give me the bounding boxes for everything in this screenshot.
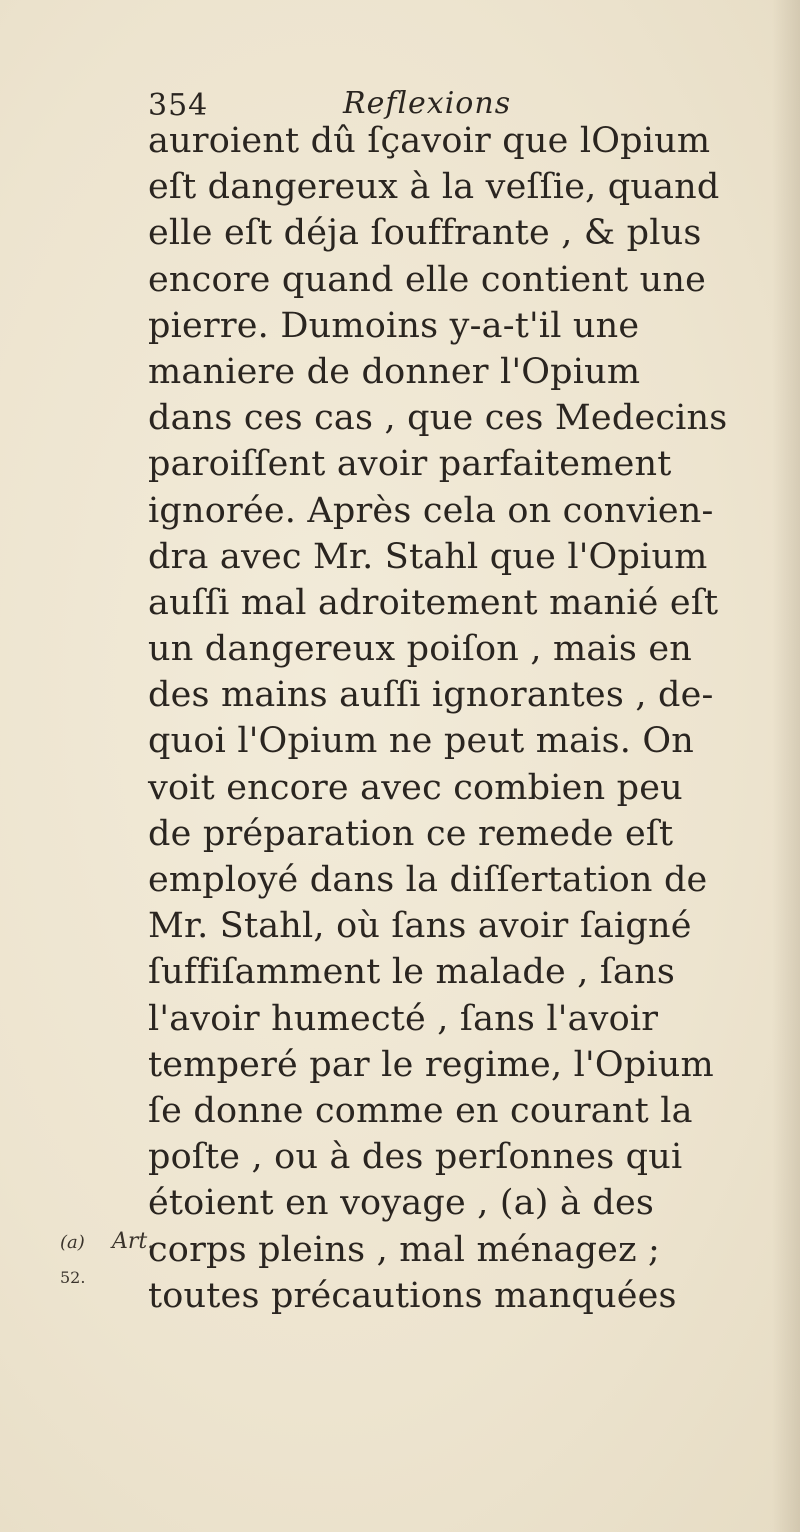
text-line: paroiſſent avoir parfaitement — [148, 444, 672, 485]
marginal-note-marker: (a) — [60, 1232, 85, 1253]
text-line: des mains auſſi ignorantes , de- — [148, 675, 714, 716]
text-line: encore quand elle contient une — [148, 259, 707, 300]
text-line: ignorée. Après cela on convien- — [148, 490, 714, 531]
text-line: dra avec Mr. Stahl que l'Opium — [148, 536, 708, 577]
text-line: de préparation ce remede eſt — [148, 813, 674, 854]
text-line: Mr. Stahl, où ſans avoir ſaigné — [148, 906, 692, 947]
page-number: 354 — [148, 88, 209, 123]
text-line: temperé par le regime, l'Opium — [148, 1044, 714, 1085]
running-title: Reflexions — [343, 86, 512, 121]
marginal-note-number: 52. — [60, 1268, 86, 1287]
text-line: étoient en voyage , (a) à des — [148, 1183, 655, 1224]
text-line: employé dans la diſſertation de — [148, 860, 708, 900]
text-line: toutes précautions manquées — [148, 1275, 677, 1316]
text-line: ſuffiſamment le malade , ſans — [148, 952, 676, 993]
text-line: dans ces cas , que ces Medecins — [148, 398, 728, 439]
text-line: voit encore avec combien peu — [148, 767, 683, 808]
text-line: ſe donne comme en courant la — [148, 1090, 693, 1131]
text-line: maniere de donner l'Opium — [148, 351, 641, 392]
marginal-note-ref: Art. — [112, 1229, 155, 1254]
text-line: quoi l'Opium ne peut mais. On — [148, 721, 695, 762]
body-text — [148, 118, 788, 1319]
text-line: pierre. Dumoins y-a-t'il une — [148, 305, 640, 346]
text-line: corps pleins , mal ménagez ; — [148, 1229, 661, 1270]
text-line: elle eſt déja ſouffrante , & plus — [148, 213, 702, 254]
text-line: un dangereux poiſon , mais en — [148, 629, 692, 670]
text-line: eſt dangereux à la veſſie, quand — [148, 167, 720, 208]
text-line: auroient dû ſçavoir que lOpium — [148, 121, 711, 161]
text-line: l'avoir humecté , ſans l'avoir — [148, 998, 659, 1039]
text-line: poſte , ou à des perſonnes qui — [148, 1137, 683, 1178]
text-line: auſſi mal adroitement manié eſt — [148, 582, 719, 623]
